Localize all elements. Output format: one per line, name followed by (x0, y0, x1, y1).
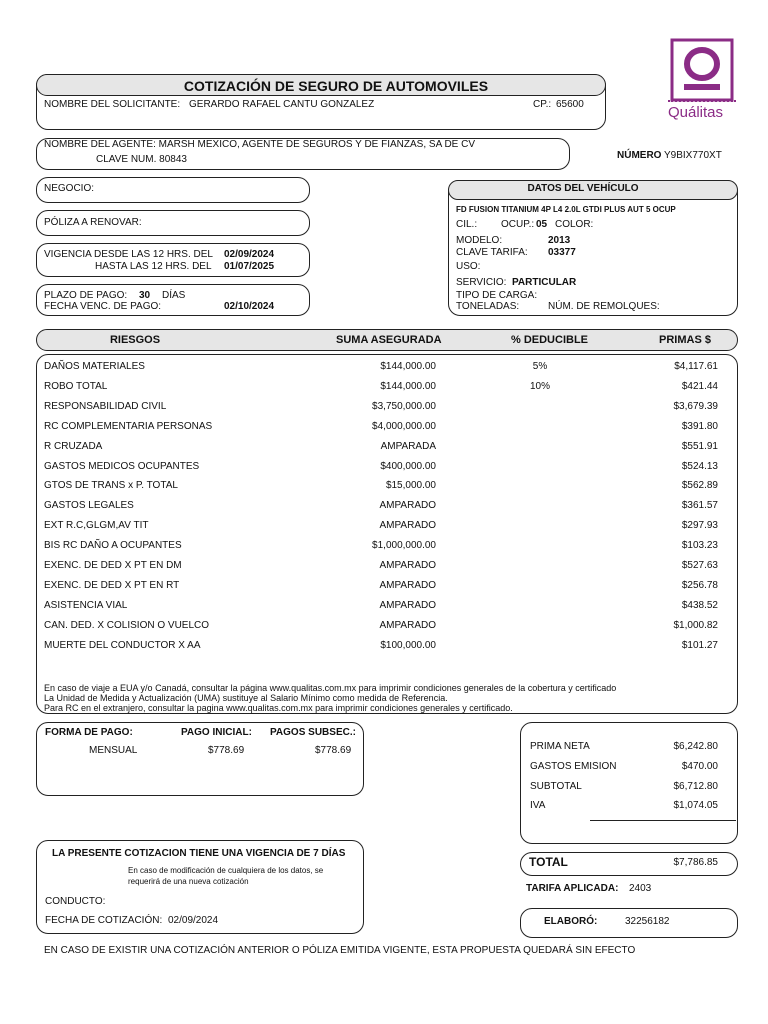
qualitas-q-icon (670, 38, 734, 102)
servicio-label: SERVICIO: (456, 277, 507, 288)
cp-value: 65600 (556, 99, 584, 110)
total-value: $7,786.85 (673, 857, 718, 868)
ocup-value: 05 (536, 219, 548, 230)
modelo-label: MODELO: (456, 235, 503, 246)
subsec-label: PAGOS SUBSEC.: (270, 727, 356, 738)
tarifa-value: 03377 (548, 247, 576, 258)
page-title: COTIZACIÓN DE SEGURO DE AUTOMOVILES (183, 78, 489, 94)
suma-cell: AMPARADO (379, 560, 436, 571)
inicial-label: PAGO INICIAL: (181, 727, 252, 738)
table-row (0, 418, 768, 438)
riesgo-cell: RESPONSABILIDAD CIVIL (44, 400, 167, 412)
table-row (0, 517, 768, 537)
vigencia-cot-title: LA PRESENTE COTIZACION TIENE UNA VIGENCIA DE 7 DÍAS (52, 848, 346, 859)
table-row (0, 477, 768, 497)
poliza-label: PÓLIZA A RENOVAR: (44, 217, 142, 228)
riesgo-cell: GASTOS LEGALES (44, 500, 134, 512)
vigencia-hasta: 01/07/2025 (224, 261, 275, 272)
prima-cell: $551.91 (681, 440, 718, 452)
fecha-cot-label: FECHA DE COTIZACIÓN: (45, 915, 163, 926)
header-suma: SUMA ASEGURADA (336, 334, 442, 346)
elaboro-value: 32256182 (625, 916, 670, 927)
brand-name: Quálitas (668, 104, 724, 121)
prima-cell: $524.13 (681, 460, 718, 472)
riesgo-cell: MUERTE DEL CONDUCTOR X AA (44, 639, 201, 651)
prima-cell: $391.80 (681, 420, 718, 432)
table-row (0, 637, 768, 657)
agente-line: NOMBRE DEL AGENTE: MARSH MEXICO, AGENTE DE SEGUROS Y DE FIANZAS, SA DE CV (44, 139, 476, 150)
prima-cell: $361.57 (681, 500, 718, 512)
ocup-label: OCUP.: (501, 219, 535, 230)
table-row (0, 597, 768, 617)
conducto-label: CONDUCTO: (45, 896, 106, 907)
iva-underline (590, 820, 736, 821)
plazo-value: 30 (139, 290, 151, 301)
riesgo-cell: EXENC. DE DED X PT EN RT (44, 579, 180, 591)
subtotal-label: SUBTOTAL (530, 781, 582, 792)
toneladas-label: TONELADAS: (456, 301, 520, 312)
cil-label: CIL.: (456, 219, 478, 230)
suma-cell: $144,000.00 (380, 361, 436, 372)
qualitas-logo (662, 36, 742, 126)
numero-value: Y9BIX770XT (664, 150, 722, 161)
riesgo-cell: ROBO TOTAL (44, 380, 108, 392)
table-row (0, 557, 768, 577)
prima-cell: $527.63 (681, 560, 718, 571)
suma-cell: $100,000.00 (380, 639, 436, 651)
remolques-label: NÚM. DE REMOLQUES: (548, 301, 660, 312)
gastos-value: $470.00 (681, 761, 718, 772)
table-row (0, 378, 768, 398)
prima-cell: $1,000.82 (673, 619, 718, 631)
venc-label: FECHA VENC. DE PAGO: (44, 301, 162, 312)
tarifa-label: CLAVE TARIFA: (456, 247, 528, 258)
table-row (0, 398, 768, 418)
forma-value: MENSUAL (89, 745, 138, 756)
inicial-value: $778.69 (208, 745, 245, 756)
vigencia-desde-label: VIGENCIA DESDE LAS 12 HRS. DEL (44, 249, 213, 260)
table-row (0, 537, 768, 557)
iva-label: IVA (530, 800, 546, 811)
suma-cell: AMPARADO (379, 619, 436, 631)
note-uma: La Unidad de Medida y Actualización (UMA) sustituye al Salario Mínimo como medida de Referencia. (44, 693, 448, 703)
vigencia-cot-sub1: En caso de modificación de cualquiera de los datos, se (128, 866, 324, 875)
cp-label: CP.: (533, 99, 552, 110)
vehiculo-header: DATOS DEL VEHÍCULO (527, 183, 639, 194)
note-rc: Para RC en el extranjero, consultar la pagina www.qualitas.com.mx para imprimir condiciones generales y certificado. (44, 703, 513, 713)
servicio-value: PARTICULAR (512, 277, 577, 288)
suma-cell: $144,000.00 (380, 380, 436, 392)
deducible-cell: 5% (532, 361, 548, 372)
riesgo-cell: BIS RC DAÑO A OCUPANTES (44, 540, 182, 552)
table-row (0, 438, 768, 458)
header-primas: PRIMAS $ (659, 334, 711, 346)
riesgo-cell: R CRUZADA (44, 440, 103, 452)
suma-cell: AMPARADO (379, 500, 436, 512)
prima-cell: $438.52 (681, 599, 718, 611)
suma-cell: $400,000.00 (380, 460, 436, 472)
vigencia-desde: 02/09/2024 (224, 249, 275, 260)
deducible-cell: 10% (529, 380, 550, 392)
agente-clave: CLAVE NUM. 80843 (96, 154, 187, 165)
prima-cell: $256.78 (681, 579, 718, 591)
suma-cell: AMPARADO (379, 579, 436, 591)
total-label: TOTAL (529, 855, 568, 869)
forma-label: FORMA DE PAGO: (45, 727, 133, 738)
prima-neta-label: PRIMA NETA (530, 741, 590, 752)
table-row (0, 617, 768, 637)
plazo-label: PLAZO DE PAGO: (44, 290, 128, 301)
tarifa-aplicada-label: TARIFA APLICADA: (526, 883, 619, 894)
prima-cell: $103.23 (681, 540, 718, 552)
prima-neta-value: $6,242.80 (673, 741, 718, 752)
riesgo-cell: GTOS DE TRANS x P. TOTAL (44, 480, 178, 492)
modelo-value: 2013 (548, 235, 571, 246)
plazo-unit: DÍAS (162, 290, 186, 301)
riesgo-cell: DAÑOS MATERIALES (44, 361, 145, 372)
uso-label: USO: (456, 261, 481, 272)
subtotal-value: $6,712.80 (673, 781, 718, 792)
suma-cell: AMPARADO (379, 520, 436, 532)
prima-cell: $4,117.61 (674, 361, 718, 372)
riesgo-cell: GASTOS MEDICOS OCUPANTES (44, 460, 200, 472)
negocio-label: NEGOCIO: (44, 183, 95, 194)
header-deducible: % DEDUCIBLE (511, 334, 589, 346)
riesgo-cell: RC COMPLEMENTARIA PERSONAS (44, 420, 213, 432)
prima-cell: $3,679.39 (673, 400, 718, 412)
suma-cell: $4,000,000.00 (372, 420, 436, 432)
numero-label: NÚMERO (617, 150, 662, 161)
vigencia-hasta-label: HASTA LAS 12 HRS. DEL (95, 261, 212, 272)
fecha-cot-value: 02/09/2024 (168, 915, 219, 926)
suma-cell: $3,750,000.00 (372, 400, 436, 412)
header-riesgos: RIESGOS (109, 334, 161, 346)
carga-label: TIPO DE CARGA: (456, 290, 538, 301)
elaboro-label: ELABORÓ: (544, 916, 598, 927)
table-row (0, 577, 768, 597)
vigencia-cot-sub2: requerirá de una nueva cotización (128, 877, 249, 886)
solicitante-value: GERARDO RAFAEL CANTU GONZALEZ (189, 99, 375, 110)
suma-cell: AMPARADO (379, 599, 436, 611)
suma-cell: $1,000,000.00 (372, 540, 436, 552)
prima-cell: $421.44 (681, 380, 718, 392)
solicitante-label: NOMBRE DEL SOLICITANTE: (44, 99, 181, 110)
table-row (0, 358, 768, 378)
suma-cell: AMPARADA (380, 440, 436, 452)
footer-note: EN CASO DE EXISTIR UNA COTIZACIÓN ANTERIOR O PÓLIZA EMITIDA VIGENTE, ESTA PROPUESTA QUEDARÁ SIN EFECTO (44, 945, 636, 956)
table-row (0, 458, 768, 478)
riesgo-cell: CAN. DED. X COLISION O VUELCO (44, 619, 210, 631)
venc-value: 02/10/2024 (224, 301, 275, 312)
tarifa-aplicada-value: 2403 (629, 883, 652, 894)
riesgo-cell: EXT R.C,GLGM,AV TIT (44, 520, 149, 532)
suma-cell: $15,000.00 (385, 480, 436, 492)
iva-value: $1,074.05 (673, 800, 718, 811)
note-eua: En caso de viaje a EUA y/o Canadá, consultar la página www.qualitas.com.mx para imprimir condiciones generales de la cobertura y certificado (44, 683, 617, 693)
prima-cell: $101.27 (681, 639, 718, 651)
prima-cell: $562.89 (681, 480, 718, 492)
subsec-value: $778.69 (315, 745, 352, 756)
riesgo-cell: EXENC. DE DED X PT EN DM (44, 560, 182, 571)
prima-cell: $297.93 (681, 520, 718, 532)
table-row (0, 497, 768, 517)
color-label: COLOR: (555, 219, 594, 230)
gastos-label: GASTOS EMISION (530, 761, 617, 772)
vehiculo-desc: FD FUSION TITANIUM 4P L4 2.0L GTDI PLUS AUT 5 OCUP (456, 205, 676, 214)
riesgo-cell: ASISTENCIA VIAL (44, 599, 128, 611)
